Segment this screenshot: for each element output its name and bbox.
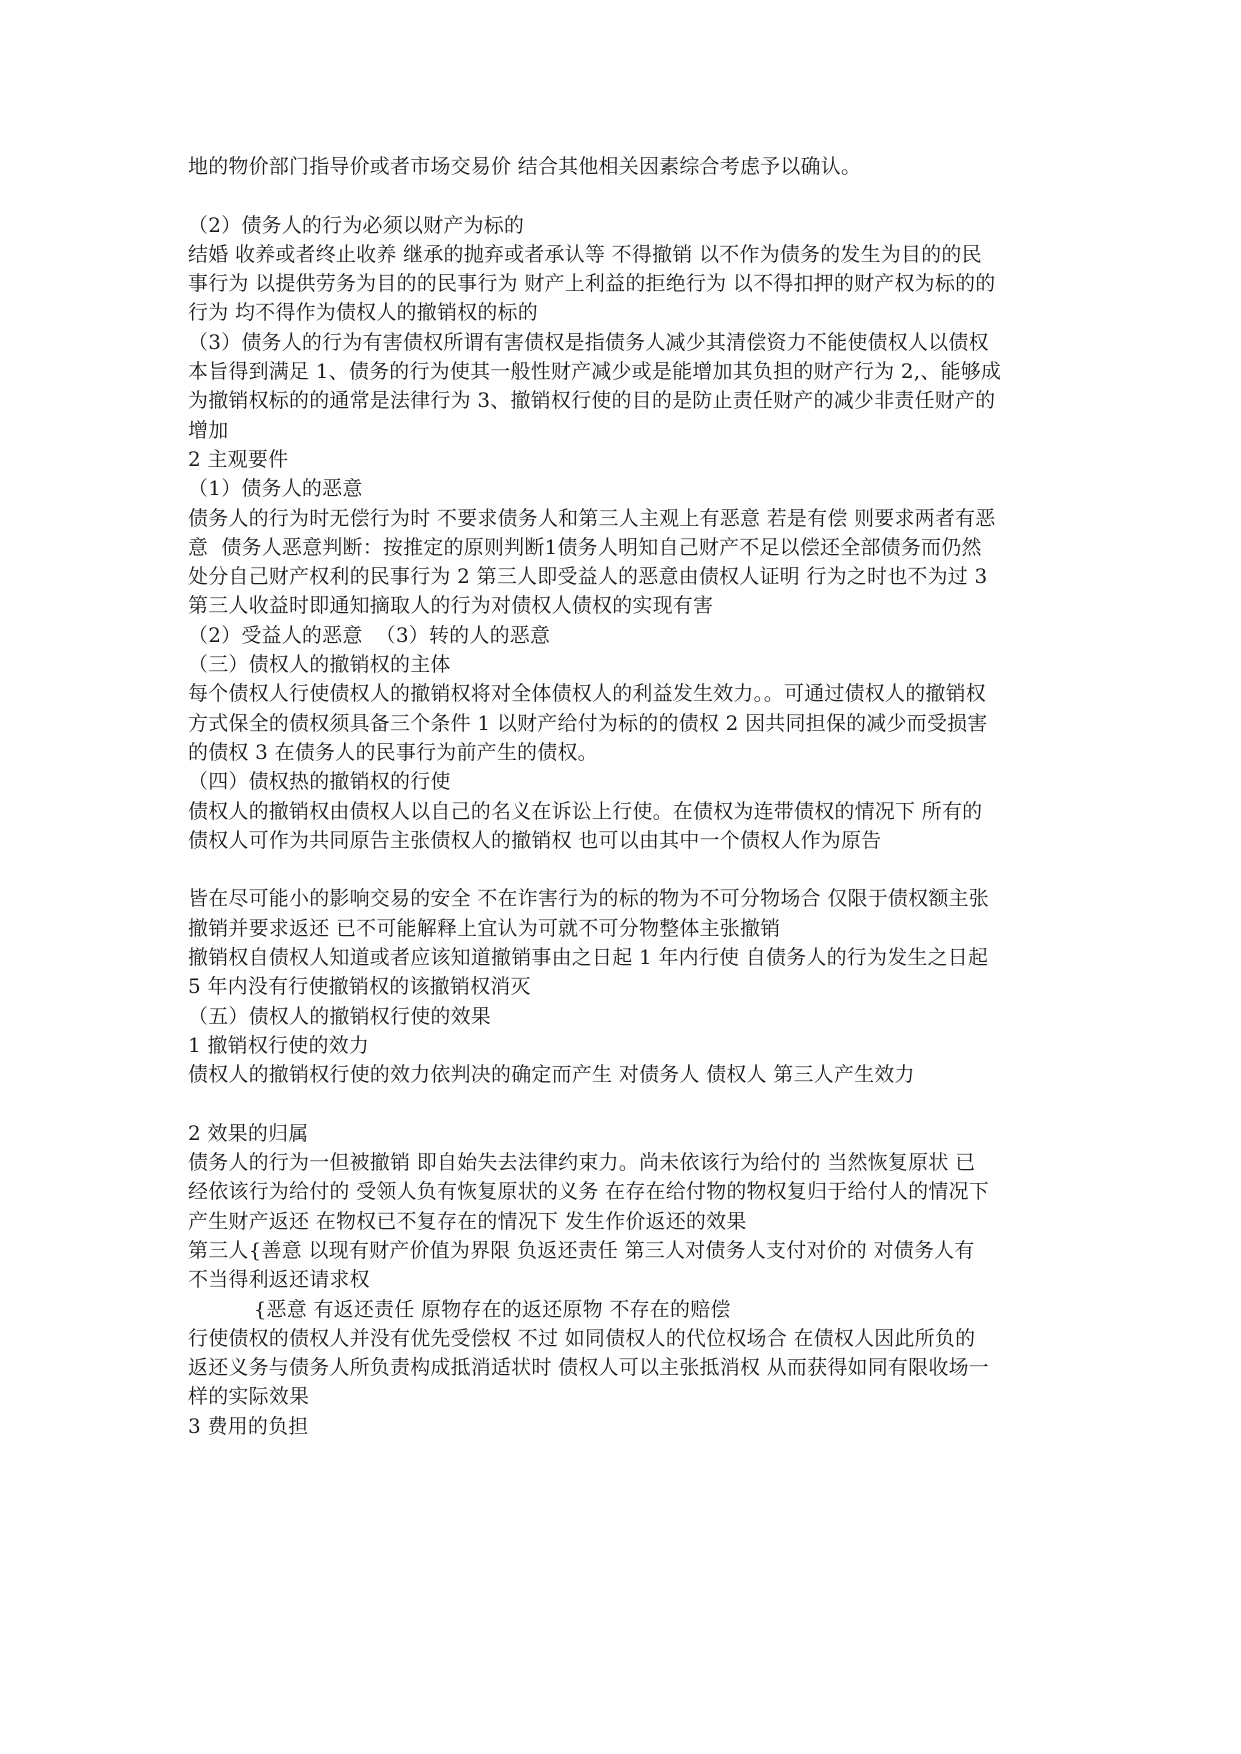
text-line: 5 年内没有行使撤销权的该撤销权消灭	[188, 974, 531, 999]
text-line: （五）债权人的撤销权行使的效果	[188, 1003, 491, 1028]
document-body	[188, 152, 1068, 1441]
text-line: 第三人收益时即通知摘取人的行为对债权人债权的实现有害	[188, 593, 714, 618]
text-line: 2 效果的归属	[188, 1120, 309, 1145]
text-line: 撤销权自债权人知道或者应该知道撤销事由之日起 1 年内行使 自债务人的行为发生之日起	[188, 945, 989, 970]
text-line: 经依该行为给付的 受领人负有恢复原状的义务 在存在给付物的物权复归于给付人的情况下	[188, 1179, 989, 1204]
text-line: 1 撤销权行使的效力	[188, 1032, 370, 1057]
text-line: 债权人的撤销权行使的效力依判决的确定而产生 对债务人 债权人 第三人产生效力	[188, 1062, 915, 1087]
text-line: （三）债权人的撤销权的主体	[188, 652, 451, 677]
text-line: （3）债务人的行为有害债权所谓有害债权是指债务人减少其清偿资力不能使债权人以债权	[188, 329, 989, 354]
text-line: {恶意 有返还责任 原物存在的返还原物 不存在的赔偿	[188, 1296, 731, 1321]
text-line: 意 债务人恶意判断：按推定的原则判断1债务人明知自己财产不足以偿还全部债务而仍然	[188, 534, 982, 559]
text-line: 结婚 收养或者终止收养 继承的抛弃或者承认等 不得撤销 以不作为债务的发生为目的的民	[188, 241, 982, 266]
text-line: 3 费用的负担	[188, 1413, 309, 1438]
text-line: 不当得利返还请求权	[188, 1267, 370, 1292]
text-line: 地的物价部门指导价或者市场交易价 结合其他相关因素综合考虑予以确认。	[188, 154, 862, 178]
text-line: 的债权 3 在债务人的民事行为前产生的债权。	[188, 739, 598, 764]
text-line: 第三人{善意 以现有财产价值为界限 负返还责任 第三人对债务人支付对价的 对债务人有	[188, 1237, 975, 1262]
text-line: 行为 均不得作为债权人的撤销权的标的	[188, 300, 538, 325]
text-line: （1）债务人的恶意	[188, 476, 363, 501]
text-line: 2 主观要件	[188, 446, 289, 471]
text-line: 债权人可作为共同原告主张债权人的撤销权 也可以由其中一个债权人作为原告	[188, 827, 882, 852]
text-line: 产生财产返还 在物权已不复存在的情况下 发生作价返还的效果	[188, 1208, 747, 1233]
text-line: 样的实际效果	[188, 1384, 310, 1409]
text-line: 本旨得到满足 1、债务的行为使其一般性财产减少或是能增加其负担的财产行为 2,、能够成	[188, 359, 1002, 384]
text-line: 为撤销权标的的通常是法律行为 3、撤销权行使的目的是防止责任财产的减少非责任财产的	[188, 388, 996, 413]
blank-line	[188, 1090, 1068, 1119]
text-line: 行使债权的债权人并没有优先受偿权 不过 如同债权人的代位权场合 在债权人因此所负的	[188, 1325, 976, 1350]
text-line: 债务人的行为时无偿行为时 不要求债务人和第三人主观上有恶意 若是有偿 则要求两者有恶	[188, 505, 996, 530]
text-line: （2）受益人的恶意 （3）转的人的恶意	[188, 622, 551, 647]
text-line: 增加	[188, 417, 229, 442]
text-line: 皆在尽可能小的影响交易的安全 不在诈害行为的标的物为不可分物场合 仅限于债权额主张	[188, 886, 989, 911]
text-line: （2）债务人的行为必须以财产为标的	[188, 212, 525, 237]
text-line: 处分自己财产权利的民事行为 2 第三人即受益人的恶意由债权人证明 行为之时也不为过 3	[188, 564, 988, 589]
blank-line	[188, 181, 1068, 210]
text-line: 方式保全的债权须具备三个条件 1 以财产给付为标的的债权 2 因共同担保的减少而受损害	[188, 710, 988, 735]
text-line: 撤销并要求返还 已不可能解释上宜认为可就不可分物整体主张撤销	[188, 915, 781, 940]
text-line: 债务人的行为一但被撤销 即自始失去法律约束力。尚未依该行为给付的 当然恢复原状 已	[188, 1150, 976, 1175]
text-line: 每个债权人行使债权人的撤销权将对全体债权人的利益发生效力。。可通过债权人的撤销权	[188, 681, 986, 706]
text-line: 返还义务与债务人所负责构成抵消适状时 债权人可以主张抵消权 从而获得如同有限收场一	[188, 1355, 989, 1380]
blank-line	[188, 855, 1068, 884]
text-line: （四）债权热的撤销权的行使	[188, 769, 451, 794]
text-line: 债权人的撤销权由债权人以自己的名义在诉讼上行使。在债权为连带债权的情况下 所有的	[188, 798, 983, 823]
text-line: 事行为 以提供劳务为目的的民事行为 财产上利益的拒绝行为 以不得扣押的财产权为标的的	[188, 271, 996, 296]
